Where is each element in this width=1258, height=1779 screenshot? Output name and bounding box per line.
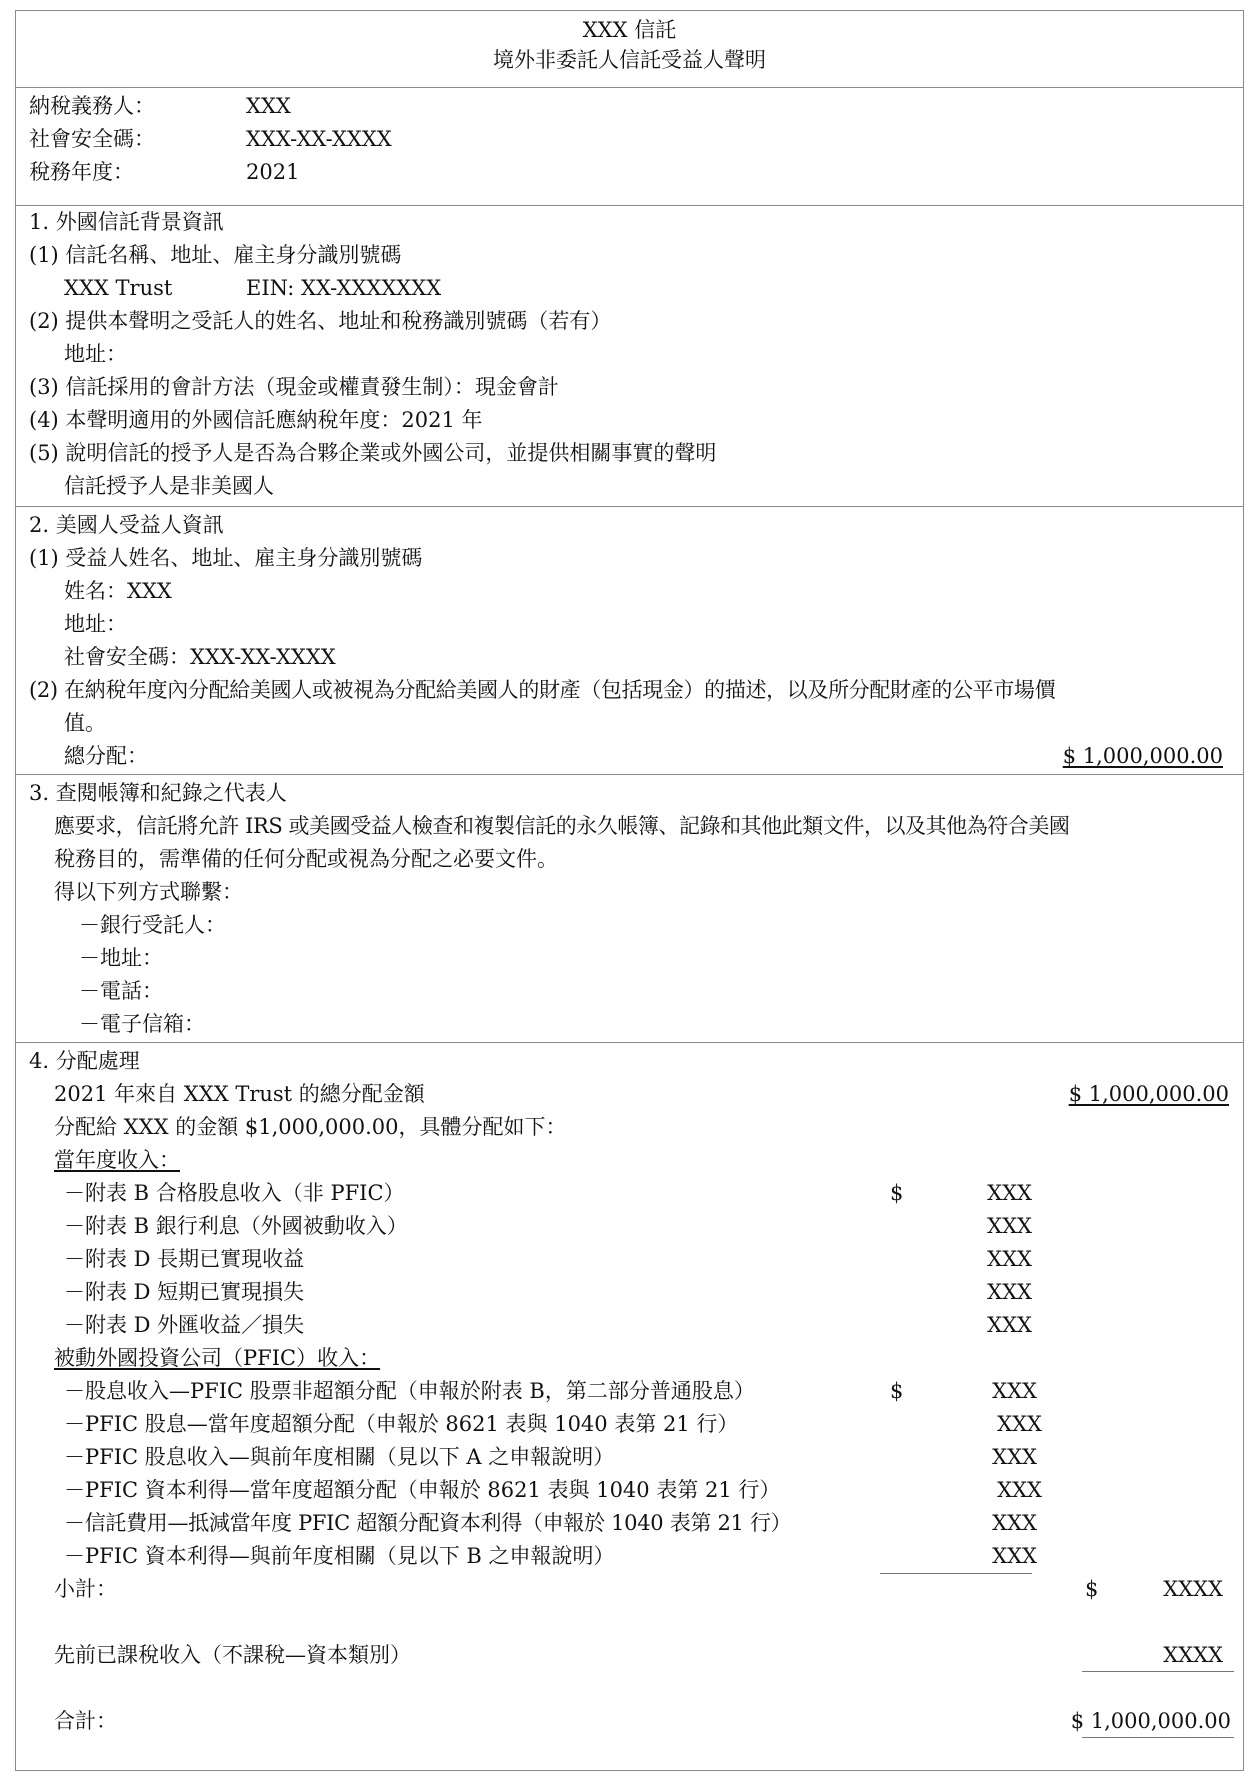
total-distribution-line-label: 2021 年來自 XXX Trust 的總分配金額	[54, 1082, 425, 1106]
trust-ein: EIN: XX-XXXXXXX	[246, 276, 442, 300]
contact-intro: 得以下列方式聯繫：	[54, 880, 243, 904]
pfic-income-item: －PFIC 資本利得—當年度超額分配（申報於 8621 表與 1040 表第 21 行）	[64, 1478, 781, 1502]
current-income-item: －附表 D 長期已實現收益	[64, 1247, 305, 1271]
section-records-representative	[16, 774, 1243, 1042]
contact-phone: －電話：	[79, 979, 163, 1003]
document-subtitle: 境外非委託人信託受益人聲明	[493, 48, 766, 72]
subtotal-value: XXXX	[1163, 1577, 1223, 1601]
contact-email: －電子信箱：	[79, 1012, 205, 1036]
grand-total-rule	[1082, 1737, 1234, 1738]
current-income-value: XXX	[987, 1280, 1032, 1304]
taxpayer-name-label: 納稅義務人：	[29, 94, 155, 118]
pfic-income-dollar: $	[890, 1379, 904, 1403]
trustee-address: 地址：	[64, 342, 127, 366]
pfic-income-item: －信託費用—抵減當年度 PFIC 超額分配資本利得（申報於 1040 表第 21 行）	[64, 1511, 792, 1535]
section2-item1: (1) 受益人姓名、地址、雇主身分識別號碼	[29, 546, 423, 570]
pfic-income-value: XXX	[997, 1412, 1042, 1436]
taxpayer-ssn-label: 社會安全碼：	[29, 127, 155, 151]
section-us-beneficiary	[16, 506, 1243, 774]
prior-taxed-value: XXXX	[1163, 1643, 1223, 1667]
statement-document	[15, 10, 1244, 1771]
current-income-heading: 當年度收入：	[54, 1148, 180, 1172]
contact-bank-trustee: －銀行受託人：	[79, 913, 226, 937]
beneficiary-address: 地址：	[64, 612, 127, 636]
section1-item3: (3) 信託採用的會計方法（現金或權責發生制）：現金會計	[29, 375, 559, 399]
section2-item2-line1: (2) 在納稅年度內分配給美國人或被視為分配給美國人的財產（包括現金）的描述，以及所分配財產的公平市場價	[29, 678, 1056, 702]
section4-heading: 4. 分配處理	[29, 1049, 140, 1073]
pfic-income-item: －PFIC 資本利得—與前年度相關（見以下 B 之申報說明）	[64, 1544, 615, 1568]
current-income-item: －附表 B 銀行利息（外國被動收入）	[64, 1214, 408, 1238]
grantor-statement: 信託授予人是非美國人	[64, 474, 274, 498]
tax-year-value: 2021	[246, 160, 300, 184]
pfic-income-value: XXX	[997, 1478, 1042, 1502]
section3-para-line2: 稅務目的，需準備的任何分配或視為分配之必要文件。	[54, 847, 558, 871]
section3-heading: 3. 查閱帳簿和紀錄之代表人	[29, 781, 287, 805]
pfic-income-item: －PFIC 股息收入—與前年度相關（見以下 A 之申報說明）	[64, 1445, 615, 1469]
section1-item1: (1) 信託名稱、地址、雇主身分識別號碼	[29, 243, 402, 267]
allocation-line: 分配給 XXX 的金額 $1,000,000.00，具體分配如下：	[54, 1115, 567, 1139]
tax-year-label: 稅務年度：	[29, 160, 134, 184]
subtotal-dollar: $	[1085, 1577, 1099, 1601]
current-income-value: XXX	[987, 1214, 1032, 1238]
current-income-item: －附表 B 合格股息收入（非 PFIC）	[64, 1181, 405, 1205]
contact-address: －地址：	[79, 946, 163, 970]
subtotal-label: 小計：	[54, 1577, 117, 1601]
section1-item2: (2) 提供本聲明之受託人的姓名、地址和稅務識別號碼（若有）	[29, 309, 612, 333]
current-income-dollar: $	[890, 1181, 904, 1205]
pfic-income-value: XXX	[992, 1445, 1037, 1469]
section-distribution-treatment	[16, 1042, 1243, 1772]
pfic-income-item: －PFIC 股息—當年度超額分配（申報於 8621 表與 1040 表第 21 行）	[64, 1412, 739, 1436]
pfic-income-value: XXX	[992, 1379, 1037, 1403]
current-income-value: XXX	[987, 1313, 1032, 1337]
section-foreign-trust-background	[16, 205, 1243, 506]
pfic-income-value: XXX	[992, 1544, 1037, 1568]
beneficiary-ssn: 社會安全碼：XXX-XX-XXXX	[64, 645, 336, 669]
current-income-item: －附表 D 外匯收益／損失	[64, 1313, 305, 1337]
total-distribution-label: 總分配：	[64, 744, 148, 768]
taxpayer-ssn-value: XXX-XX-XXXX	[246, 127, 392, 151]
taxpayer-name-value: XXX	[246, 94, 291, 118]
grand-total-label: 合計：	[54, 1709, 117, 1733]
total-distribution-value: $ 1,000,000.00	[1062, 744, 1223, 768]
pfic-income-value: XXX	[992, 1511, 1037, 1535]
section3-para-line1: 應要求，信託將允許 IRS 或美國受益人檢查和複製信託的永久帳簿、記錄和其他此類文件，以及其他為符合美國	[54, 814, 1070, 838]
total-distribution-line-value: $ 1,000,000.00	[1068, 1082, 1229, 1106]
current-income-value: XXX	[987, 1181, 1032, 1205]
header-section	[16, 11, 1243, 87]
taxpayer-section	[16, 87, 1243, 205]
section2-item2-line2: 值。	[64, 711, 106, 735]
section2-heading: 2. 美國人受益人資訊	[29, 513, 224, 537]
section1-heading: 1. 外國信託背景資訊	[29, 210, 224, 234]
current-income-item: －附表 D 短期已實現損失	[64, 1280, 305, 1304]
trust-name: XXX Trust	[64, 276, 173, 300]
beneficiary-name: 姓名：XXX	[64, 579, 172, 603]
pfic-income-item: －股息收入—PFIC 股票非超額分配（申報於附表 B，第二部分普通股息）	[64, 1379, 755, 1403]
document-title: XXX 信託	[582, 18, 677, 42]
pfic-income-heading: 被動外國投資公司（PFIC）收入：	[54, 1346, 381, 1370]
subtotal-rule	[880, 1573, 1032, 1574]
grand-total-value: $ 1,000,000.00	[1070, 1709, 1231, 1733]
current-income-value: XXX	[987, 1247, 1032, 1271]
prior-taxed-rule	[1082, 1671, 1234, 1672]
prior-taxed-label: 先前已課稅收入（不課稅—資本類別）	[54, 1643, 411, 1667]
section1-item4: (4) 本聲明適用的外國信託應納稅年度：2021 年	[29, 408, 483, 432]
section1-item5: (5) 說明信託的授予人是否為合夥企業或外國公司，並提供相關事實的聲明	[29, 441, 717, 465]
